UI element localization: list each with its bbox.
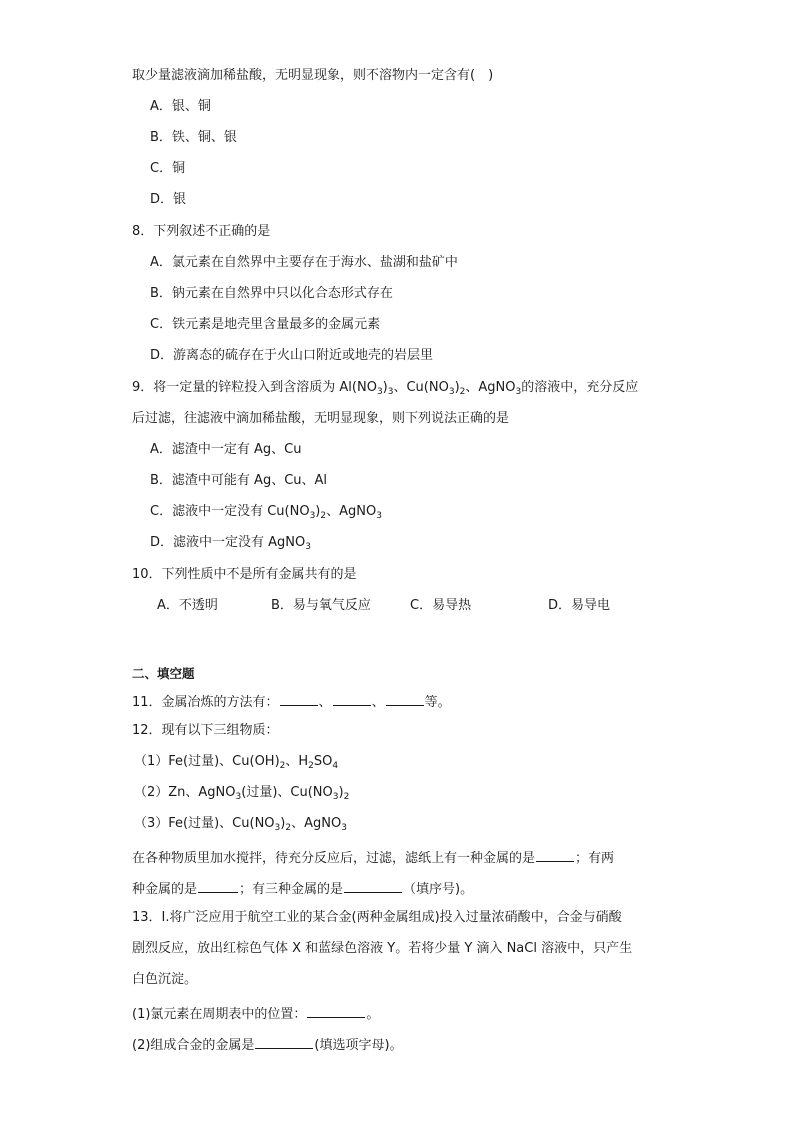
q12-group-1: （1）Fe(过量)、$Cu(OH)_2$、$H_2SO_4$ [134,754,339,771]
q13-part-1: (1)氯元素在周期表中的位置： 。 [132,1003,379,1024]
q12-stem: 12．现有以下三组物质： [132,723,279,738]
q13-blank-1[interactable] [307,1003,365,1018]
q8-option-a: A．氯元素在自然界中主要存在于海水、盐湖和盐矿中 [150,255,458,270]
q12-blank-1[interactable] [536,847,574,862]
q9-option-d: D．滤液中一定没有 AgNO$_3$ [150,535,311,552]
q12-blank-2[interactable] [198,878,238,893]
section-heading: 二、填空题 [132,666,195,681]
q10-option-a: A．不透明 [157,598,218,613]
q12-question-line1: 在各种物质里加水搅拌，待充分反应后，过滤，滤纸上有一种金属的是 ；有两 [132,847,614,868]
q10-stem: 10．下列性质中不是所有金属共有的是 [132,567,357,582]
q11-blank-1[interactable] [280,691,318,706]
q9-option-a: A．滤渣中一定有 Ag、Cu [150,442,302,457]
q13-line3: 白色沉淀。 [132,972,198,987]
q12-blank-3[interactable] [344,878,402,893]
q13-line1: 13．Ⅰ.将广泛应用于航空工业的某合金(两种金属组成)投入过量浓硝酸中，合金与硝酸 [132,910,622,925]
q9-option-b: B．滤渣中可能有 Ag、Cu、Al [150,473,328,488]
q12-question-line2: 种金属的是 ；有三种金属的是 （填序号)。 [132,878,473,899]
q7-option-a: A．银、铜 [150,99,211,114]
q8-option-d: D．游离态的硫存在于火山口附近或地壳的岩层里 [150,348,434,363]
q9-option-c: C．滤液中一定没有 $Cu(NO_3)_2$、AgNO$_3$ [150,504,382,521]
q13-blank-2[interactable] [255,1034,313,1049]
q12-group-3: （3）Fe(过量)、$Cu(NO_3)_2$、AgNO$_3$ [134,816,347,833]
q10-option-d: D．易导电 [548,598,611,613]
q10-option-c: C．易导热 [410,598,472,613]
q10-option-b: B．易与氧气反应 [271,598,371,613]
q13-part-2: (2)组成合金的金属是 (填选项字母)。 [132,1034,403,1055]
q13-line2: 剧烈反应，放出红棕色气体 X 和蓝绿色溶液 Y。若将少量 Y 滴入 NaCl 溶液中，只产生 [132,941,633,956]
q7-stem: 取少量滤液滴加稀盐酸，无明显现象，则不溶物内一定含有( ) [132,68,494,83]
q8-option-c: C．铁元素是地壳里含量最多的金属元素 [150,317,381,332]
q8-stem: 8．下列叙述不正确的是 [132,224,271,239]
q11-stem: 11．金属冶炼的方法有： 、 、 等。 [132,691,451,712]
q11-blank-2[interactable] [333,691,371,706]
q7-option-d: D．银 [150,192,187,207]
q9-stem-line2: 后过滤，往滤液中滴加稀盐酸，无明显现象，则下列说法正确的是 [132,411,510,426]
q7-option-c: C．铜 [150,161,186,176]
q12-group-2: （2）Zn、AgNO$_3$(过量)、$Cu(NO_3)_2$ [134,785,350,802]
q11-blank-3[interactable] [386,691,424,706]
q9-stem: 9．将一定量的锌粒投入到含溶质为 $Al(NO_3)_3$、$Cu(NO_3)_2$、AgNO$_3$的溶液中，充分反应 [132,380,639,397]
q7-option-b: B．铁、铜、银 [150,130,237,145]
q8-option-b: B．钠元素在自然界中只以化合态形式存在 [150,286,393,301]
